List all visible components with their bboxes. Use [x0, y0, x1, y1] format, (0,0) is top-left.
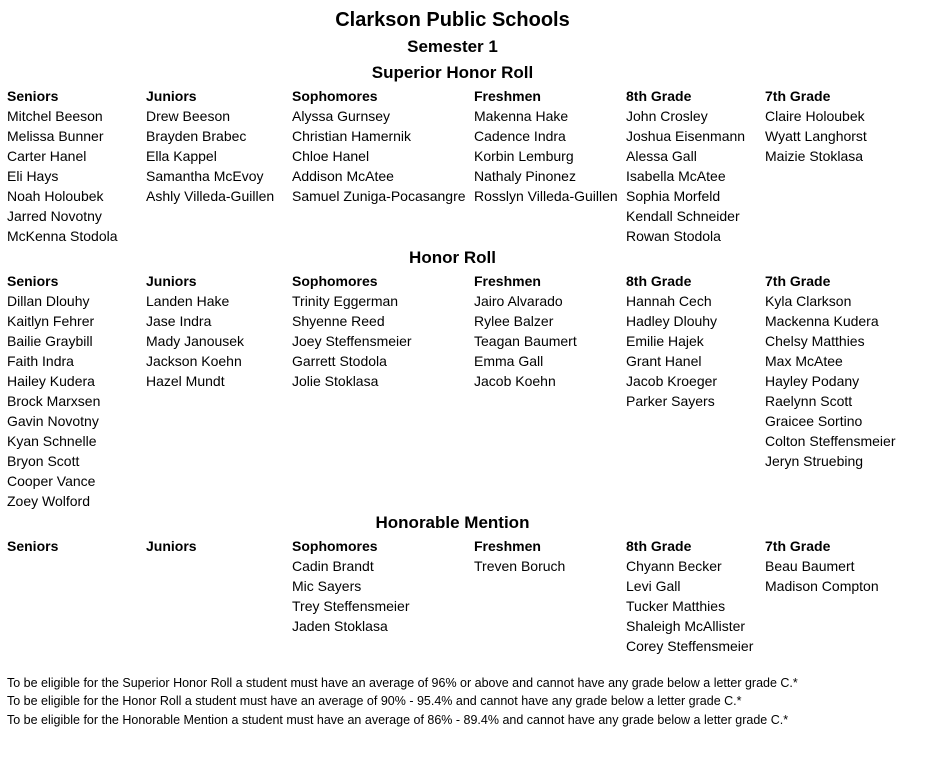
superior-honor-roll-title: Superior Honor Roll: [371, 63, 534, 82]
student-name: Kaitlyn Fehrer: [7, 313, 95, 329]
student-name: Ashly Villeda-Guillen: [146, 188, 275, 204]
grade-column: [292, 86, 466, 206]
semester-title: Semester 1: [407, 37, 498, 56]
student-name: Hayley Podany: [765, 373, 860, 389]
student-name: Jeryn Struebing: [765, 453, 864, 469]
student-name: Hazel Mundt: [146, 373, 225, 389]
grade-heading: Freshmen: [474, 273, 541, 289]
student-name: Sophia Morfeld: [626, 188, 721, 204]
student-name: Mitchel Beeson: [7, 108, 103, 124]
grade-heading: Sophomores: [292, 273, 378, 289]
note-honor: To be eligible for the Honor Roll a student must have an average of 90% - 95.4% and cannot have any grade below a letter grade C.*: [7, 694, 742, 709]
student-name: Grant Hanel: [626, 353, 702, 369]
grade-column: [765, 536, 879, 596]
student-name: Raelynn Scott: [765, 393, 853, 409]
school-title: Clarkson Public Schools: [335, 9, 570, 31]
student-name: Christian Hamernik: [292, 128, 412, 144]
student-name: Noah Holoubek: [7, 188, 104, 204]
student-name: Eli Hays: [7, 168, 59, 184]
grade-heading: Juniors: [146, 273, 197, 289]
student-name: Bailie Graybill: [7, 333, 93, 349]
grade-heading: Freshmen: [474, 88, 541, 104]
student-name: Tucker Matthies: [626, 598, 726, 614]
student-name: Trey Steffensmeier: [292, 598, 410, 614]
student-name: Jarred Novotny: [7, 208, 102, 224]
student-name: Brayden Brabec: [146, 128, 247, 144]
grade-column: [474, 271, 577, 391]
grade-column: [765, 271, 895, 471]
grade-column: [146, 271, 244, 391]
grade-heading: Sophomores: [292, 88, 378, 104]
grade-heading: 7th Grade: [765, 538, 831, 554]
student-name: Carter Hanel: [7, 148, 87, 164]
grade-heading: Seniors: [7, 88, 59, 104]
grade-column: [7, 536, 58, 556]
student-name: Jacob Kroeger: [626, 373, 718, 389]
student-name: Kyan Schnelle: [7, 433, 97, 449]
student-name: Rosslyn Villeda-Guillen: [474, 188, 618, 204]
grade-heading: 8th Grade: [626, 273, 692, 289]
student-name: Mady Janousek: [146, 333, 245, 349]
student-name: Ella Kappel: [146, 148, 217, 164]
student-name: Isabella McAtee: [626, 168, 726, 184]
student-name: Mic Sayers: [292, 578, 362, 594]
student-name: Shyenne Reed: [292, 313, 385, 329]
grade-column: [474, 536, 565, 576]
student-name: Parker Sayers: [626, 393, 715, 409]
grade-heading: 8th Grade: [626, 538, 692, 554]
student-name: Jacob Koehn: [474, 373, 556, 389]
student-name: Madison Compton: [765, 578, 879, 594]
grade-column: [7, 271, 100, 511]
student-name: Melissa Bunner: [7, 128, 104, 144]
student-name: Mackenna Kudera: [765, 313, 879, 329]
student-name: Beau Baumert: [765, 558, 855, 574]
student-name: Alyssa Gurnsey: [292, 108, 391, 124]
grade-heading: 8th Grade: [626, 88, 692, 104]
grade-heading: Juniors: [146, 88, 197, 104]
student-name: Hannah Cech: [626, 293, 712, 309]
student-name: Jackson Koehn: [146, 353, 242, 369]
student-name: Hailey Kudera: [7, 373, 95, 389]
student-name: Claire Holoubek: [765, 108, 865, 124]
honor-roll-title: Honor Roll: [409, 248, 496, 267]
student-name: Kendall Schneider: [626, 208, 740, 224]
student-name: Hadley Dlouhy: [626, 313, 718, 329]
student-name: Colton Steffensmeier: [765, 433, 896, 449]
grade-heading: Sophomores: [292, 538, 378, 554]
student-name: Chelsy Matthies: [765, 333, 865, 349]
student-name: Treven Boruch: [474, 558, 566, 574]
student-name: John Crosley: [626, 108, 708, 124]
grade-column: [146, 536, 197, 556]
student-name: Maizie Stoklasa: [765, 148, 864, 164]
student-name: Addison McAtee: [292, 168, 394, 184]
student-name: Graicee Sortino: [765, 413, 863, 429]
student-name: Max McAtee: [765, 353, 843, 369]
student-name: Jase Indra: [146, 313, 212, 329]
student-name: Landen Hake: [146, 293, 230, 309]
grade-column: [626, 271, 717, 411]
honorable-mention-title: Honorable Mention: [375, 513, 530, 532]
student-name: Samuel Zuniga-Pocasangre: [292, 188, 466, 204]
note-mention: To be eligible for the Honorable Mention a student must have an average of 86% - 89.4% and cannot have any grade below a letter grade C.*: [7, 712, 789, 727]
student-name: Drew Beeson: [146, 108, 231, 124]
student-name: Cooper Vance: [7, 473, 96, 489]
student-name: Makenna Hake: [474, 108, 569, 124]
student-name: Faith Indra: [7, 353, 74, 369]
student-name: Emilie Hajek: [626, 333, 704, 349]
grade-column: [292, 271, 412, 391]
grade-column: [7, 86, 118, 246]
student-name: Chloe Hanel: [292, 148, 370, 164]
student-name: Chyann Becker: [626, 558, 722, 574]
grade-column: [292, 536, 410, 636]
student-name: Rowan Stodola: [626, 228, 721, 244]
student-name: Jairo Alvarado: [474, 293, 563, 309]
grade-heading: Seniors: [7, 538, 59, 554]
grade-column: [626, 86, 745, 246]
student-name: Jaden Stoklasa: [292, 618, 388, 634]
student-name: Rylee Balzer: [474, 313, 554, 329]
grade-heading: Juniors: [146, 538, 197, 554]
student-name: Garrett Stodola: [292, 353, 387, 369]
student-name: Gavin Novotny: [7, 413, 99, 429]
student-name: Emma Gall: [474, 353, 544, 369]
grade-heading: Seniors: [7, 273, 59, 289]
eligibility-notes: [7, 674, 798, 729]
student-name: McKenna Stodola: [7, 228, 118, 244]
student-name: Dillan Dlouhy: [7, 293, 90, 309]
grade-column: [626, 536, 753, 656]
grade-heading: 7th Grade: [765, 273, 831, 289]
student-name: Wyatt Langhorst: [765, 128, 867, 144]
student-name: Jolie Stoklasa: [292, 373, 379, 389]
student-name: Corey Steffensmeier: [626, 638, 754, 654]
student-name: Cadin Brandt: [292, 558, 374, 574]
student-name: Nathaly Pinonez: [474, 168, 576, 184]
grade-heading: 7th Grade: [765, 88, 831, 104]
student-name: Cadence Indra: [474, 128, 566, 144]
grade-column: [765, 86, 867, 166]
student-name: Levi Gall: [626, 578, 681, 594]
student-name: Samantha McEvoy: [146, 168, 264, 184]
grade-column: [474, 86, 618, 206]
student-name: Joey Steffensmeier: [292, 333, 412, 349]
note-superior: To be eligible for the Superior Honor Roll a student must have an average of 96% or above and cannot have any grade below a letter grade C.*: [7, 676, 798, 690]
student-name: Trinity Eggerman: [292, 293, 399, 309]
student-name: Kyla Clarkson: [765, 293, 852, 309]
student-name: Bryon Scott: [7, 453, 80, 469]
student-name: Korbin Lemburg: [474, 148, 574, 164]
student-name: Brock Marxsen: [7, 393, 101, 409]
grade-column: [146, 86, 274, 206]
student-name: Alessa Gall: [626, 148, 697, 164]
student-name: Shaleigh McAllister: [626, 618, 746, 634]
student-name: Joshua Eisenmann: [626, 128, 746, 144]
student-name: Zoey Wolford: [7, 493, 90, 509]
grade-heading: Freshmen: [474, 538, 541, 554]
student-name: Teagan Baumert: [474, 333, 577, 349]
